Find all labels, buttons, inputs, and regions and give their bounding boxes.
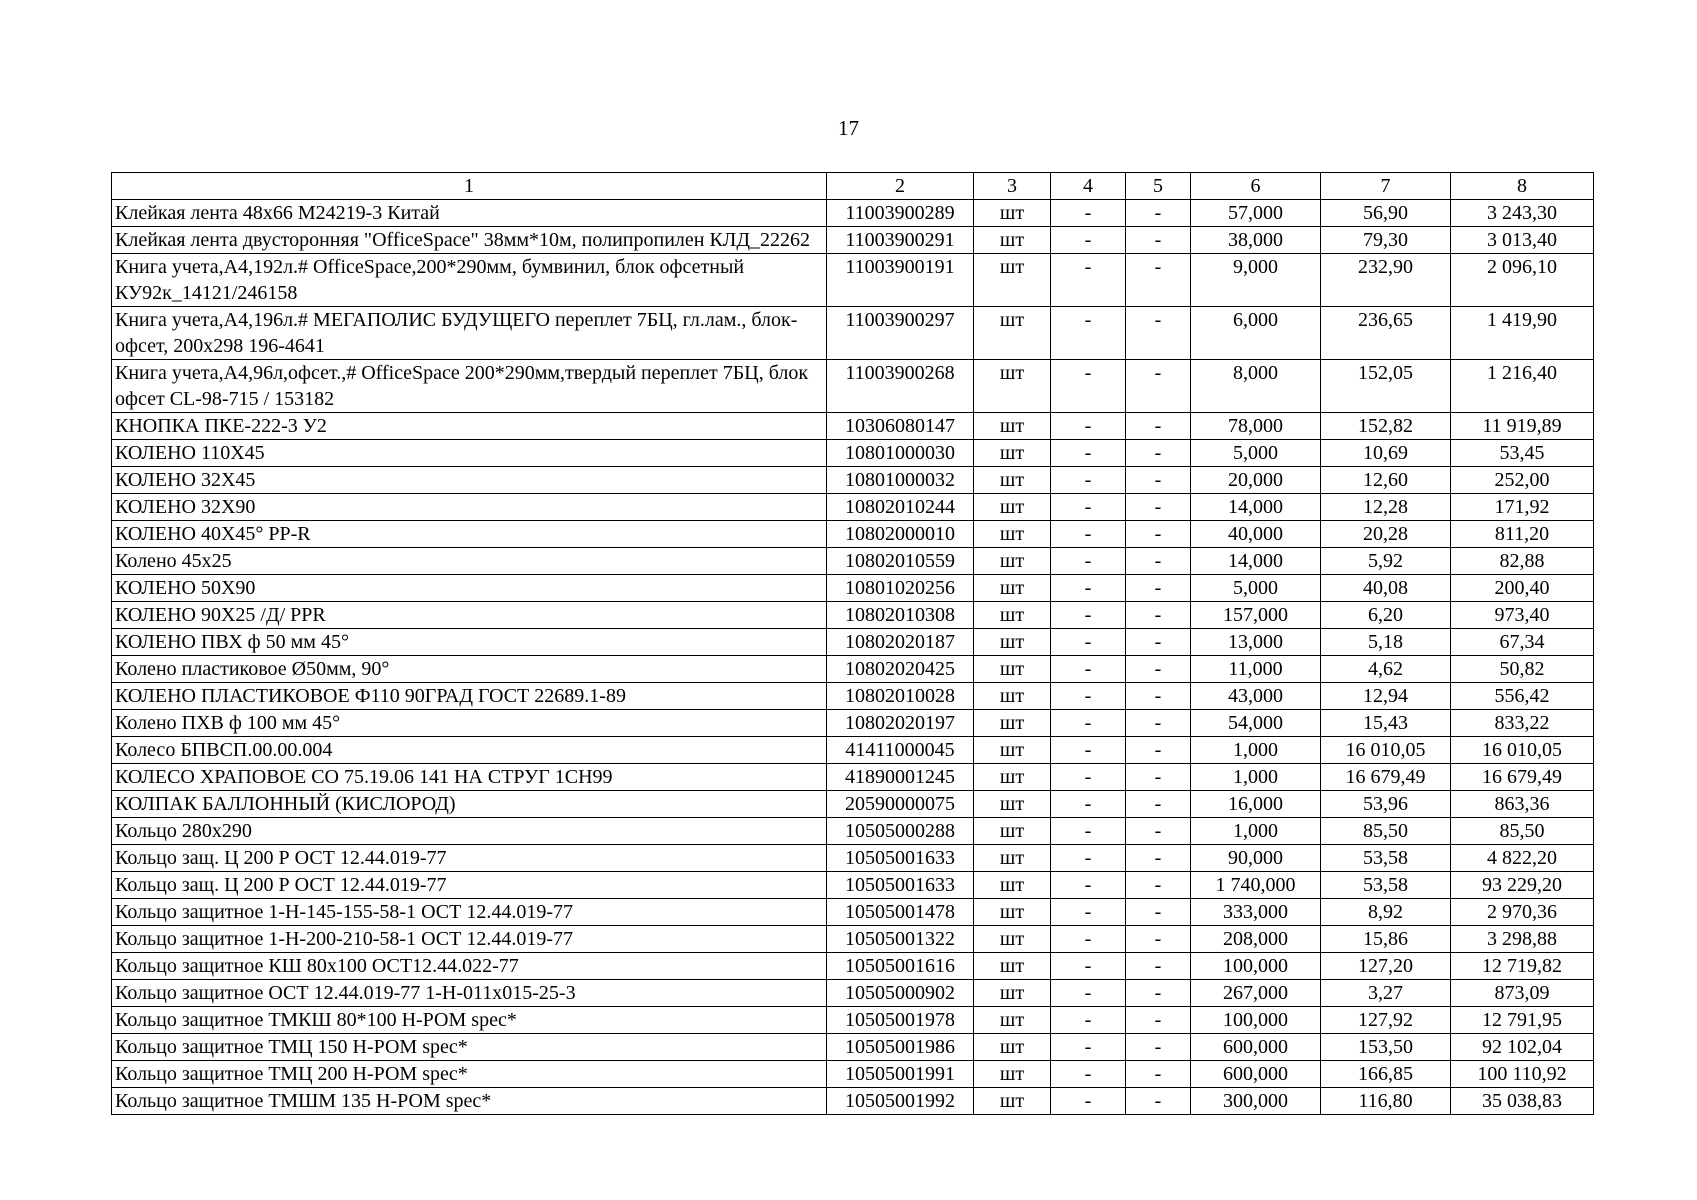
col4-cell: -	[1051, 602, 1126, 629]
quantity-cell: 600,000	[1191, 1061, 1321, 1088]
sum-cell: 67,34	[1451, 629, 1594, 656]
table-row	[112, 521, 1594, 548]
price-cell: 53,58	[1321, 872, 1451, 899]
sum-cell: 35 038,83	[1451, 1088, 1594, 1115]
price-cell: 4,62	[1321, 656, 1451, 683]
table-row	[112, 413, 1594, 440]
table-row	[112, 1088, 1594, 1115]
quantity-cell: 5,000	[1191, 575, 1321, 602]
unit-cell: шт	[974, 602, 1051, 629]
quantity-cell: 13,000	[1191, 629, 1321, 656]
col4-cell: -	[1051, 360, 1126, 413]
price-cell: 127,20	[1321, 953, 1451, 980]
quantity-cell: 1,000	[1191, 737, 1321, 764]
sum-cell: 3 013,40	[1451, 227, 1594, 254]
col4-cell: -	[1051, 737, 1126, 764]
item-code-cell: 10505001616	[827, 953, 974, 980]
col5-cell: -	[1126, 1061, 1191, 1088]
item-code-cell: 10505001992	[827, 1088, 974, 1115]
table-header	[112, 173, 1594, 200]
col4-cell: -	[1051, 494, 1126, 521]
item-code-cell: 10802010244	[827, 494, 974, 521]
quantity-cell: 208,000	[1191, 926, 1321, 953]
sum-cell: 973,40	[1451, 602, 1594, 629]
column-header-2: 2	[827, 173, 974, 200]
item-code-cell: 10505001633	[827, 872, 974, 899]
item-name-cell: Кольцо защ. Ц 200 Р ОСТ 12.44.019-77	[112, 872, 827, 899]
price-cell: 40,08	[1321, 575, 1451, 602]
item-code-cell: 10802020197	[827, 710, 974, 737]
table-row	[112, 845, 1594, 872]
sum-cell: 92 102,04	[1451, 1034, 1594, 1061]
table-row	[112, 764, 1594, 791]
item-name-cell: КНОПКА ПКЕ-222-3 У2	[112, 413, 827, 440]
item-name-cell: Кольцо защитное 1-Н-145-155-58-1 ОСТ 12.44.019-77	[112, 899, 827, 926]
unit-cell: шт	[974, 737, 1051, 764]
col5-cell: -	[1126, 899, 1191, 926]
col4-cell: -	[1051, 629, 1126, 656]
page-number: 17	[838, 116, 859, 140]
col5-cell: -	[1126, 818, 1191, 845]
price-cell: 16 010,05	[1321, 737, 1451, 764]
unit-cell: шт	[974, 926, 1051, 953]
unit-cell: шт	[974, 575, 1051, 602]
col4-cell: -	[1051, 307, 1126, 360]
quantity-cell: 267,000	[1191, 980, 1321, 1007]
item-code-cell: 10306080147	[827, 413, 974, 440]
col5-cell: -	[1126, 200, 1191, 227]
col5-cell: -	[1126, 521, 1191, 548]
col4-cell: -	[1051, 1088, 1126, 1115]
column-header-6: 6	[1191, 173, 1321, 200]
col4-cell: -	[1051, 1034, 1126, 1061]
col5-cell: -	[1126, 737, 1191, 764]
item-name-cell: КОЛЕНО 50Х90	[112, 575, 827, 602]
item-code-cell: 10505001991	[827, 1061, 974, 1088]
col4-cell: -	[1051, 764, 1126, 791]
price-cell: 8,92	[1321, 899, 1451, 926]
sum-cell: 16 679,49	[1451, 764, 1594, 791]
price-cell: 85,50	[1321, 818, 1451, 845]
price-cell: 15,86	[1321, 926, 1451, 953]
item-code-cell: 10802000010	[827, 521, 974, 548]
sum-cell: 3 243,30	[1451, 200, 1594, 227]
item-name-cell: Книга учета,А4,196л.# МЕГАПОЛИС БУДУЩЕГО переплет 7БЦ, гл.лам., блок-офсет, 200х298 196-4641	[112, 307, 827, 360]
quantity-cell: 20,000	[1191, 467, 1321, 494]
unit-cell: шт	[974, 254, 1051, 307]
quantity-cell: 100,000	[1191, 953, 1321, 980]
quantity-cell: 9,000	[1191, 254, 1321, 307]
item-name-cell: КОЛЕНО ПЛАСТИКОВОЕ Ф110 90ГРАД ГОСТ 22689.1-89	[112, 683, 827, 710]
item-code-cell: 10802010559	[827, 548, 974, 575]
quantity-cell: 14,000	[1191, 494, 1321, 521]
item-code-cell: 10801000032	[827, 467, 974, 494]
table-row	[112, 656, 1594, 683]
quantity-cell: 8,000	[1191, 360, 1321, 413]
col4-cell: -	[1051, 980, 1126, 1007]
sum-cell: 100 110,92	[1451, 1061, 1594, 1088]
item-code-cell: 10801020256	[827, 575, 974, 602]
quantity-cell: 6,000	[1191, 307, 1321, 360]
table-row	[112, 899, 1594, 926]
item-name-cell: КОЛЕНО 32Х45	[112, 467, 827, 494]
col4-cell: -	[1051, 845, 1126, 872]
item-code-cell: 10505001986	[827, 1034, 974, 1061]
item-name-cell: Колено пластиковое Ø50мм, 90°	[112, 656, 827, 683]
price-cell: 3,27	[1321, 980, 1451, 1007]
sum-cell: 811,20	[1451, 521, 1594, 548]
price-cell: 232,90	[1321, 254, 1451, 307]
price-cell: 152,05	[1321, 360, 1451, 413]
col4-cell: -	[1051, 953, 1126, 980]
item-name-cell: Кольцо защитное ТМШМ 135 Н-РОМ spec*	[112, 1088, 827, 1115]
item-code-cell: 10802020187	[827, 629, 974, 656]
table-row	[112, 953, 1594, 980]
column-header-1: 1	[112, 173, 827, 200]
quantity-cell: 600,000	[1191, 1034, 1321, 1061]
col4-cell: -	[1051, 818, 1126, 845]
item-code-cell: 41411000045	[827, 737, 974, 764]
quantity-cell: 57,000	[1191, 200, 1321, 227]
item-name-cell: Книга учета,А4,192л.# OfficeSpace,200*290мм, бумвинил, блок офсетный КУ92к_14121/246158	[112, 254, 827, 307]
item-code-cell: 10505000902	[827, 980, 974, 1007]
price-cell: 15,43	[1321, 710, 1451, 737]
col4-cell: -	[1051, 227, 1126, 254]
item-name-cell: Кольцо 280х290	[112, 818, 827, 845]
unit-cell: шт	[974, 899, 1051, 926]
unit-cell: шт	[974, 1061, 1051, 1088]
col5-cell: -	[1126, 1034, 1191, 1061]
col5-cell: -	[1126, 980, 1191, 1007]
unit-cell: шт	[974, 548, 1051, 575]
quantity-cell: 300,000	[1191, 1088, 1321, 1115]
col5-cell: -	[1126, 548, 1191, 575]
col4-cell: -	[1051, 926, 1126, 953]
table-body	[112, 200, 1594, 1115]
quantity-cell: 1 740,000	[1191, 872, 1321, 899]
sum-cell: 53,45	[1451, 440, 1594, 467]
item-name-cell: Кольцо защитное КШ 80х100 ОСТ12.44.022-77	[112, 953, 827, 980]
col5-cell: -	[1126, 629, 1191, 656]
item-name-cell: Колесо БПВСП.00.00.004	[112, 737, 827, 764]
unit-cell: шт	[974, 1007, 1051, 1034]
unit-cell: шт	[974, 200, 1051, 227]
price-cell: 152,82	[1321, 413, 1451, 440]
table-row	[112, 1061, 1594, 1088]
quantity-cell: 78,000	[1191, 413, 1321, 440]
col5-cell: -	[1126, 494, 1191, 521]
price-cell: 127,92	[1321, 1007, 1451, 1034]
item-code-cell: 10802010308	[827, 602, 974, 629]
table-row	[112, 818, 1594, 845]
col5-cell: -	[1126, 926, 1191, 953]
item-name-cell: КОЛЕНО 90Х25 /Д/ PPR	[112, 602, 827, 629]
price-cell: 56,90	[1321, 200, 1451, 227]
price-cell: 16 679,49	[1321, 764, 1451, 791]
unit-cell: шт	[974, 872, 1051, 899]
item-code-cell: 10505001978	[827, 1007, 974, 1034]
price-cell: 5,92	[1321, 548, 1451, 575]
table-row	[112, 1007, 1594, 1034]
unit-cell: шт	[974, 953, 1051, 980]
item-code-cell: 10802010028	[827, 683, 974, 710]
unit-cell: шт	[974, 791, 1051, 818]
col5-cell: -	[1126, 656, 1191, 683]
col5-cell: -	[1126, 360, 1191, 413]
column-header-8: 8	[1451, 173, 1594, 200]
table-row	[112, 737, 1594, 764]
col4-cell: -	[1051, 710, 1126, 737]
unit-cell: шт	[974, 845, 1051, 872]
sum-cell: 200,40	[1451, 575, 1594, 602]
col5-cell: -	[1126, 227, 1191, 254]
column-header-7: 7	[1321, 173, 1451, 200]
quantity-cell: 1,000	[1191, 818, 1321, 845]
quantity-cell: 5,000	[1191, 440, 1321, 467]
item-name-cell: Кольцо защитное ОСТ 12.44.019-77 1-Н-011х015-25-3	[112, 980, 827, 1007]
column-header-3: 3	[974, 173, 1051, 200]
item-code-cell: 10505001322	[827, 926, 974, 953]
table-row	[112, 1034, 1594, 1061]
item-name-cell: КОЛЕНО 110Х45	[112, 440, 827, 467]
sum-cell: 171,92	[1451, 494, 1594, 521]
col5-cell: -	[1126, 683, 1191, 710]
inventory-table	[111, 172, 1594, 1115]
unit-cell: шт	[974, 413, 1051, 440]
col4-cell: -	[1051, 521, 1126, 548]
col4-cell: -	[1051, 899, 1126, 926]
sum-cell: 252,00	[1451, 467, 1594, 494]
item-name-cell: Кольцо защитное ТМЦ 150 Н-РОМ spec*	[112, 1034, 827, 1061]
item-name-cell: КОЛПАК БАЛЛОННЫЙ (КИСЛОРОД)	[112, 791, 827, 818]
unit-cell: шт	[974, 360, 1051, 413]
sum-cell: 12 791,95	[1451, 1007, 1594, 1034]
sum-cell: 863,36	[1451, 791, 1594, 818]
col4-cell: -	[1051, 548, 1126, 575]
col5-cell: -	[1126, 467, 1191, 494]
price-cell: 236,65	[1321, 307, 1451, 360]
col4-cell: -	[1051, 1007, 1126, 1034]
quantity-cell: 11,000	[1191, 656, 1321, 683]
sum-cell: 2 970,36	[1451, 899, 1594, 926]
unit-cell: шт	[974, 521, 1051, 548]
quantity-cell: 333,000	[1191, 899, 1321, 926]
sum-cell: 3 298,88	[1451, 926, 1594, 953]
sum-cell: 85,50	[1451, 818, 1594, 845]
table-row	[112, 494, 1594, 521]
item-code-cell: 11003900268	[827, 360, 974, 413]
item-name-cell: Книга учета,А4,96л,офсет.,# OfficeSpace 200*290мм,твердый переплет 7БЦ, блок офсет CL-98-715 / 153182	[112, 360, 827, 413]
table-row	[112, 467, 1594, 494]
item-code-cell: 11003900289	[827, 200, 974, 227]
col5-cell: -	[1126, 953, 1191, 980]
price-cell: 116,80	[1321, 1088, 1451, 1115]
col5-cell: -	[1126, 307, 1191, 360]
col4-cell: -	[1051, 1061, 1126, 1088]
col4-cell: -	[1051, 683, 1126, 710]
quantity-cell: 14,000	[1191, 548, 1321, 575]
col4-cell: -	[1051, 413, 1126, 440]
item-code-cell: 41890001245	[827, 764, 974, 791]
sum-cell: 12 719,82	[1451, 953, 1594, 980]
col5-cell: -	[1126, 602, 1191, 629]
table-row	[112, 200, 1594, 227]
item-name-cell: Кольцо защ. Ц 200 Р ОСТ 12.44.019-77	[112, 845, 827, 872]
col5-cell: -	[1126, 791, 1191, 818]
item-code-cell: 10801000030	[827, 440, 974, 467]
unit-cell: шт	[974, 227, 1051, 254]
unit-cell: шт	[974, 656, 1051, 683]
sum-cell: 2 096,10	[1451, 254, 1594, 307]
price-cell: 12,94	[1321, 683, 1451, 710]
table-row	[112, 710, 1594, 737]
header-row	[112, 173, 1594, 200]
item-code-cell: 10505000288	[827, 818, 974, 845]
table-row	[112, 360, 1594, 413]
item-name-cell: Кольцо защитное 1-Н-200-210-58-1 ОСТ 12.44.019-77	[112, 926, 827, 953]
quantity-cell: 1,000	[1191, 764, 1321, 791]
unit-cell: шт	[974, 467, 1051, 494]
sum-cell: 82,88	[1451, 548, 1594, 575]
unit-cell: шт	[974, 1034, 1051, 1061]
item-code-cell: 20590000075	[827, 791, 974, 818]
unit-cell: шт	[974, 980, 1051, 1007]
col4-cell: -	[1051, 440, 1126, 467]
col4-cell: -	[1051, 467, 1126, 494]
col4-cell: -	[1051, 200, 1126, 227]
item-name-cell: Клейкая лента 48х66 M24219-3 Китай	[112, 200, 827, 227]
quantity-cell: 43,000	[1191, 683, 1321, 710]
col4-cell: -	[1051, 872, 1126, 899]
table-row	[112, 872, 1594, 899]
item-name-cell: КОЛЕНО ПВХ ф 50 мм 45°	[112, 629, 827, 656]
col5-cell: -	[1126, 254, 1191, 307]
unit-cell: шт	[974, 440, 1051, 467]
item-name-cell: Колено 45х25	[112, 548, 827, 575]
sum-cell: 4 822,20	[1451, 845, 1594, 872]
unit-cell: шт	[974, 1088, 1051, 1115]
col5-cell: -	[1126, 872, 1191, 899]
col5-cell: -	[1126, 440, 1191, 467]
col5-cell: -	[1126, 764, 1191, 791]
col4-cell: -	[1051, 791, 1126, 818]
unit-cell: шт	[974, 710, 1051, 737]
item-name-cell: Клейкая лента двусторонняя "OfficeSpace" 38мм*10м, полипропилен КЛД_22262	[112, 227, 827, 254]
column-header-4: 4	[1051, 173, 1126, 200]
table-row	[112, 602, 1594, 629]
table-row	[112, 254, 1594, 307]
item-name-cell: Колено ПХВ ф 100 мм 45°	[112, 710, 827, 737]
table-row	[112, 440, 1594, 467]
price-cell: 153,50	[1321, 1034, 1451, 1061]
col4-cell: -	[1051, 575, 1126, 602]
sum-cell: 833,22	[1451, 710, 1594, 737]
item-name-cell: Кольцо защитное ТМКШ 80*100 Н-РОМ spec*	[112, 1007, 827, 1034]
col5-cell: -	[1126, 575, 1191, 602]
col5-cell: -	[1126, 845, 1191, 872]
sum-cell: 93 229,20	[1451, 872, 1594, 899]
table-row	[112, 307, 1594, 360]
quantity-cell: 90,000	[1191, 845, 1321, 872]
quantity-cell: 157,000	[1191, 602, 1321, 629]
unit-cell: шт	[974, 629, 1051, 656]
unit-cell: шт	[974, 818, 1051, 845]
col5-cell: -	[1126, 1007, 1191, 1034]
col5-cell: -	[1126, 1088, 1191, 1115]
table-row	[112, 227, 1594, 254]
col4-cell: -	[1051, 254, 1126, 307]
price-cell: 12,60	[1321, 467, 1451, 494]
price-cell: 6,20	[1321, 602, 1451, 629]
unit-cell: шт	[974, 307, 1051, 360]
col5-cell: -	[1126, 413, 1191, 440]
price-cell: 79,30	[1321, 227, 1451, 254]
item-name-cell: КОЛЕНО 32Х90	[112, 494, 827, 521]
item-code-cell: 11003900191	[827, 254, 974, 307]
item-code-cell: 11003900297	[827, 307, 974, 360]
table-row	[112, 629, 1594, 656]
table-row	[112, 926, 1594, 953]
table-row	[112, 980, 1594, 1007]
quantity-cell: 16,000	[1191, 791, 1321, 818]
sum-cell: 50,82	[1451, 656, 1594, 683]
quantity-cell: 100,000	[1191, 1007, 1321, 1034]
price-cell: 10,69	[1321, 440, 1451, 467]
price-cell: 53,58	[1321, 845, 1451, 872]
item-name-cell: КОЛЕНО 40Х45° PP-R	[112, 521, 827, 548]
sum-cell: 1 216,40	[1451, 360, 1594, 413]
price-cell: 53,96	[1321, 791, 1451, 818]
quantity-cell: 54,000	[1191, 710, 1321, 737]
sum-cell: 1 419,90	[1451, 307, 1594, 360]
col5-cell: -	[1126, 710, 1191, 737]
item-name-cell: Кольцо защитное ТМЦ 200 Н-РОМ spec*	[112, 1061, 827, 1088]
price-cell: 20,28	[1321, 521, 1451, 548]
unit-cell: шт	[974, 764, 1051, 791]
table-row	[112, 548, 1594, 575]
sum-cell: 873,09	[1451, 980, 1594, 1007]
item-code-cell: 10802020425	[827, 656, 974, 683]
item-code-cell: 11003900291	[827, 227, 974, 254]
unit-cell: шт	[974, 494, 1051, 521]
price-cell: 12,28	[1321, 494, 1451, 521]
table-row	[112, 791, 1594, 818]
item-name-cell: КОЛЕСО ХРАПОВОЕ СО 75.19.06 141 НА СТРУГ 1СН99	[112, 764, 827, 791]
table-row	[112, 683, 1594, 710]
table-row	[112, 575, 1594, 602]
unit-cell: шт	[974, 683, 1051, 710]
quantity-cell: 40,000	[1191, 521, 1321, 548]
quantity-cell: 38,000	[1191, 227, 1321, 254]
sum-cell: 16 010,05	[1451, 737, 1594, 764]
sum-cell: 556,42	[1451, 683, 1594, 710]
price-cell: 5,18	[1321, 629, 1451, 656]
item-code-cell: 10505001633	[827, 845, 974, 872]
price-cell: 166,85	[1321, 1061, 1451, 1088]
column-header-5: 5	[1126, 173, 1191, 200]
sum-cell: 11 919,89	[1451, 413, 1594, 440]
col4-cell: -	[1051, 656, 1126, 683]
item-code-cell: 10505001478	[827, 899, 974, 926]
